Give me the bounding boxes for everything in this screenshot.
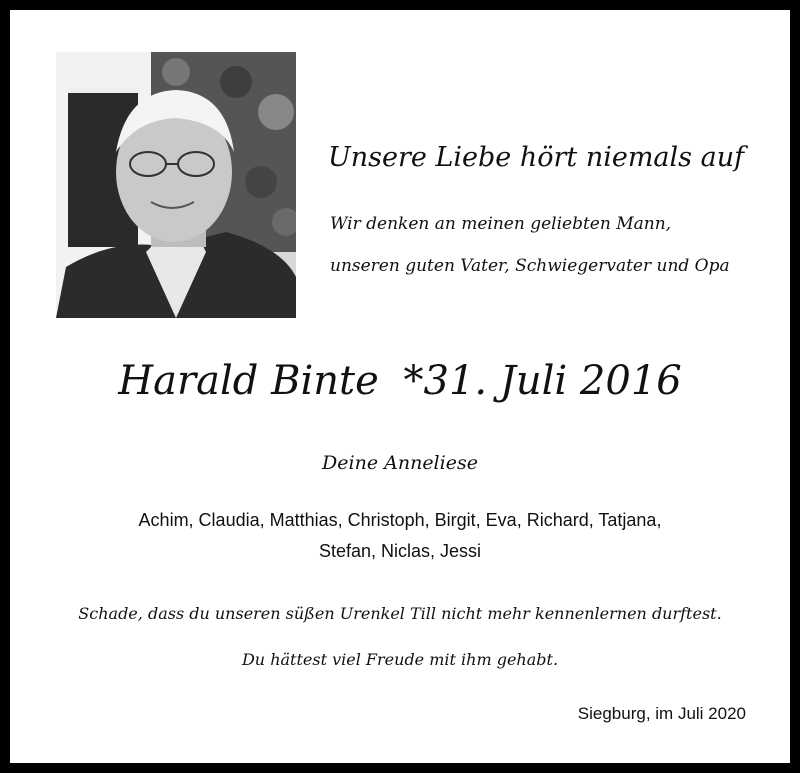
deceased-heading bbox=[10, 358, 790, 404]
place-and-date: Siegburg, im Juli 2020 bbox=[577, 704, 746, 723]
note-line-2: Du hättest viel Freude mit ihm gehabt. bbox=[241, 650, 559, 669]
portrait-photo-icon bbox=[56, 52, 296, 318]
motto: Unsere Liebe hört niemals auf bbox=[328, 142, 745, 173]
deceased-name: Harald Binte bbox=[118, 358, 379, 404]
family-names-line-1: Achim, Claudia, Matthias, Christoph, Birgit, Eva, Richard, Tatjana, bbox=[138, 510, 662, 530]
note-line-1: Schade, dass du unseren süßen Urenkel Till nicht mehr kennenlernen durftest. bbox=[78, 604, 722, 623]
wife-signature: Deine Anneliese bbox=[322, 452, 478, 474]
intro-line-1: Wir denken an meinen geliebten Mann, bbox=[330, 214, 672, 234]
family-names-line-2: Stefan, Niclas, Jessi bbox=[318, 541, 482, 561]
obituary-card bbox=[10, 10, 790, 763]
intro-line-2: unseren guten Vater, Schwiegervater und Opa bbox=[330, 256, 730, 276]
deceased-date: *31. Juli 2016 bbox=[403, 358, 682, 404]
